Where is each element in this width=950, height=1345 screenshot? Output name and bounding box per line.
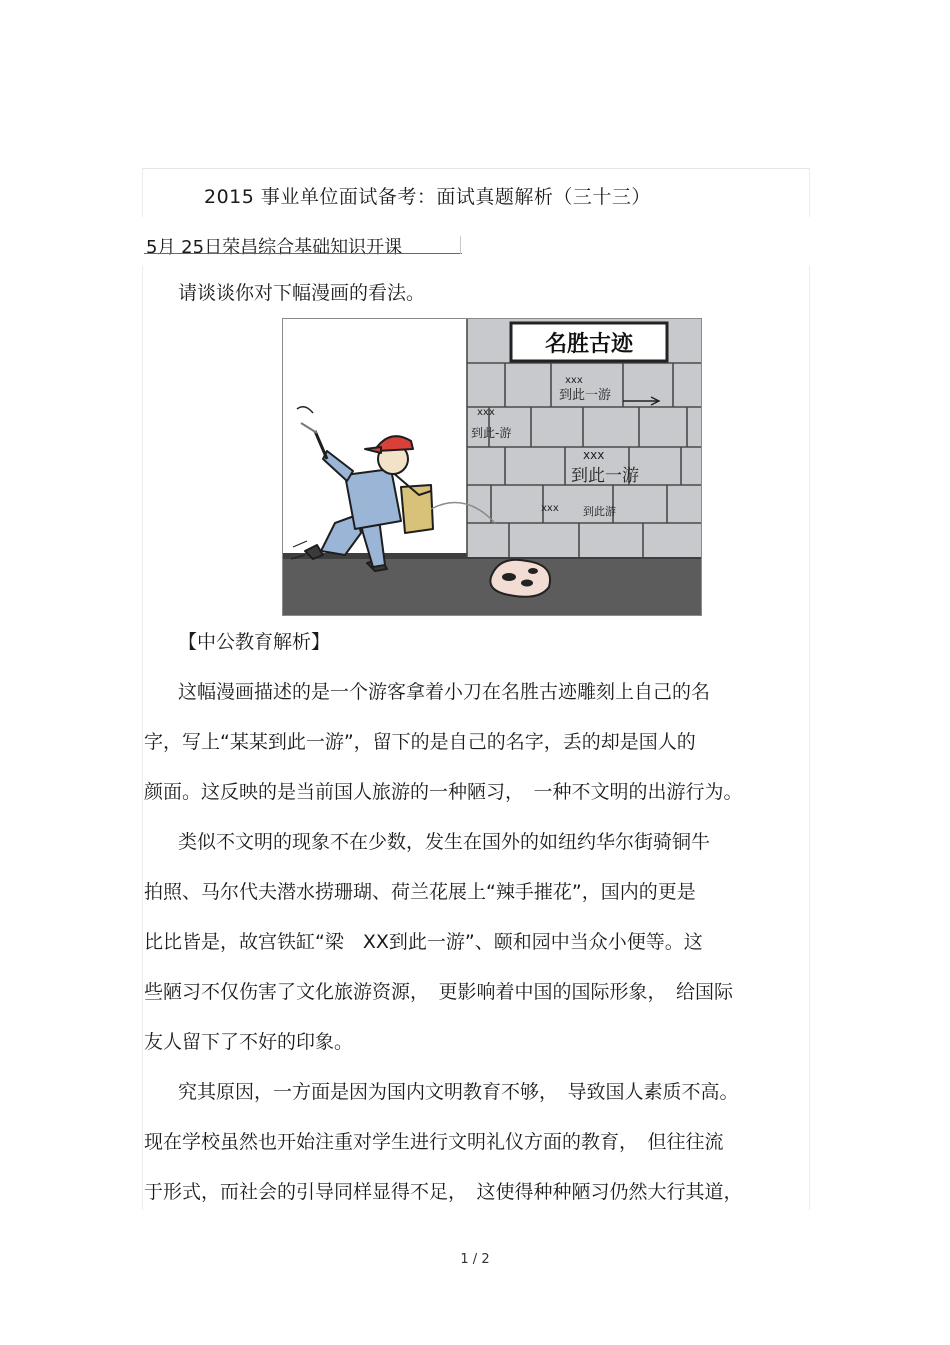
cartoon-image: [282, 318, 702, 616]
analysis-heading-paragraph: [144, 617, 809, 667]
question-paragraph: [144, 268, 809, 318]
course-link[interactable]: 5月 25日荣昌综合基础知识开课: [146, 237, 403, 258]
paragraph-1: [144, 667, 809, 817]
paragraph-line: 字，写上“某某到此一游”，留下的是自己的名字，丢的却是国人的: [144, 731, 696, 753]
paragraph-line: 友人留下了不好的印象。: [144, 1031, 354, 1053]
paragraph-3: [144, 1067, 809, 1217]
paragraph-line: 比比皆是，故宫铁缸“梁 XX到此一游”、颐和园中当众小便等。这: [144, 931, 703, 953]
sign-text: 名胜古迹: [544, 332, 634, 357]
divider: [460, 236, 461, 254]
paragraph-line: 类似不文明的现象不在少数，发生在国外的如纽约华尔街骑铜牛: [178, 831, 711, 853]
paragraph-line: 于形式，而社会的引导同样显得不足， 这使得种种陋习仍然大行其道，: [144, 1181, 743, 1203]
graffiti-marks-3: xxx: [583, 448, 605, 462]
graffiti-3: 到此一游: [571, 466, 639, 486]
paragraph-line: 究其原因，一方面是因为国内文明教育不够， 导致国人素质不高。: [178, 1081, 739, 1103]
question-text: 请谈谈你对下幅漫画的看法。: [178, 282, 426, 304]
paragraph-line: 颜面。这反映的是当前国人旅游的一种陋习， 一种不文明的出游行为。: [144, 781, 743, 803]
paragraph-line: 些陋习不仅伤害了文化旅游资源， 更影响着中国的国际形象， 给国际: [144, 981, 734, 1003]
analysis-heading: 【中公教育解析】: [178, 631, 331, 653]
graffiti-1: 到此一游: [559, 388, 612, 403]
graffiti-marks-4: xxx: [541, 503, 559, 514]
document-title: 2015 事业单位面试备考：面试真题解析（三十三）: [204, 186, 651, 208]
link-underline: [144, 253, 462, 254]
paragraph-line: 这幅漫画描述的是一个游客拿着小刀在名胜古迹雕刻上自己的名: [178, 681, 711, 703]
paragraph-line: 拍照、马尔代夫潜水捞珊瑚、荷兰花展上“辣手摧花”，国内的更是: [144, 881, 696, 903]
page-number: 1 / 2: [460, 1252, 490, 1267]
graffiti-marks-1: xxx: [565, 375, 583, 386]
graffiti-2: 到此-游: [471, 426, 512, 440]
graffiti-marks-2: xxx: [477, 407, 495, 418]
paragraph-2: [144, 817, 809, 1067]
paragraph-line: 现在学校虽然也开始注重对学生进行文明礼仪方面的教育， 但往往流: [144, 1131, 724, 1153]
graffiti-4: 到此游: [583, 505, 616, 518]
